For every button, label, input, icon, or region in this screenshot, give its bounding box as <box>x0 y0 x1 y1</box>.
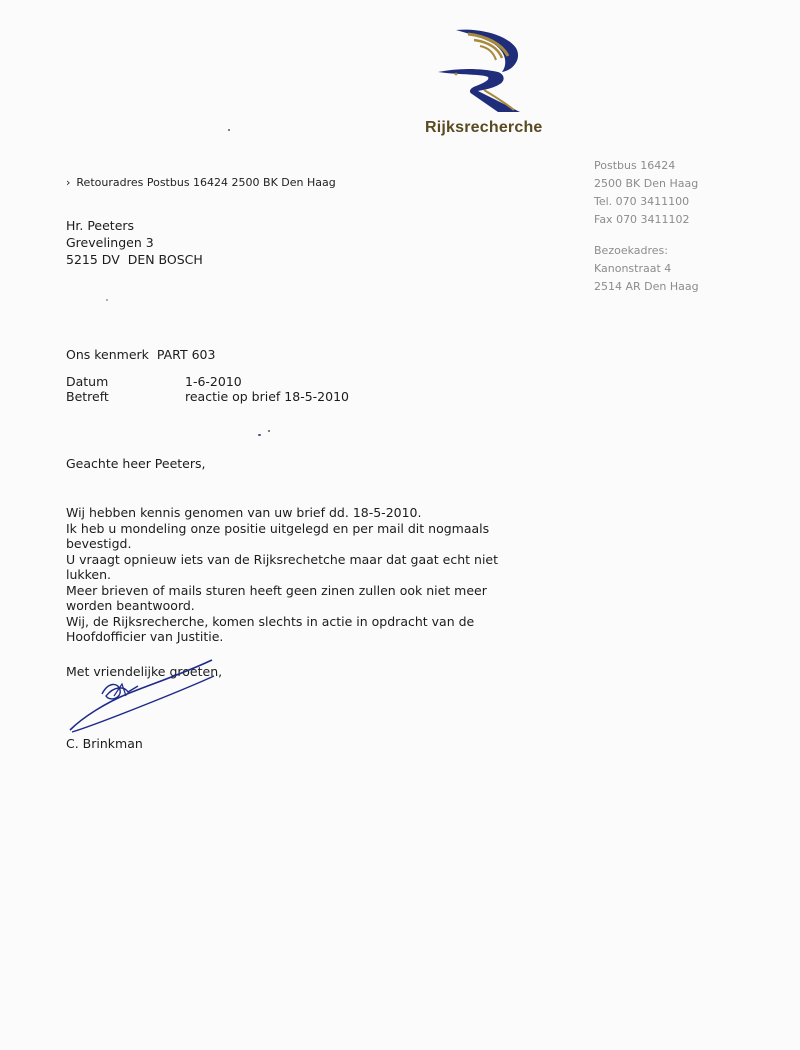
subject-value: reactie op brief 18-5-2010 <box>185 389 349 404</box>
sender-postbus: Postbus 16424 <box>594 159 676 172</box>
body-line: lukken. <box>66 567 112 582</box>
return-address <box>66 176 336 189</box>
salutation: Geachte heer Peeters, <box>66 456 206 471</box>
reference-label: Ons kenmerk <box>66 347 149 362</box>
chevron-right-icon: › <box>66 176 71 189</box>
scan-speck <box>268 430 270 432</box>
return-address-text: Retouradres Postbus 16424 2500 BK Den Haag <box>76 176 336 189</box>
body-line: worden beantwoord. <box>66 598 195 613</box>
sender-postcode: 2500 BK Den Haag <box>594 177 699 190</box>
body-line: U vraagt opnieuw iets van de Rijksrechetche maar dat gaat echt niet <box>66 551 499 567</box>
recipient-street: Grevelingen 3 <box>66 235 154 250</box>
subject-line <box>66 389 349 404</box>
reference-value: PART 603 <box>156 347 216 362</box>
closing: Met vriendelijke groeten, <box>66 664 223 679</box>
scan-speck <box>106 299 108 301</box>
signer-name: C. Brinkman <box>66 736 143 751</box>
body-line: Wij, de Rijksrecherche, komen slechts in actie in opdracht van de <box>66 613 475 629</box>
scan-speck <box>228 129 230 131</box>
sender-block <box>594 157 699 296</box>
sender-fax: Fax 070 3411102 <box>594 213 690 226</box>
scan-speck <box>258 434 261 436</box>
recipient-address <box>66 217 203 268</box>
visit-label: Bezoekadres: <box>594 244 668 257</box>
body-line: Hoofdofficier van Justitie. <box>66 629 224 644</box>
subject-label: Betreft <box>66 389 109 404</box>
organization-name: Rijksrecherche <box>425 119 543 136</box>
body-line: Wij hebben kennis genomen van uw brief dd. 18-5-2010. <box>66 505 422 520</box>
recipient-name: Hr. Peeters <box>66 218 135 233</box>
sender-tel: Tel. 070 3411100 <box>594 195 690 208</box>
body-line: bevestigd. <box>66 536 132 551</box>
visit-street: Kanonstraat 4 <box>594 262 672 275</box>
date-line <box>66 374 242 389</box>
body-line: Ik heb u mondeling onze positie uitgelegd en per mail dit nogmaals <box>66 520 490 536</box>
signature-icon <box>62 656 232 736</box>
reference-line <box>66 347 215 362</box>
recipient-city: 5215 DV DEN BOSCH <box>66 252 203 267</box>
date-value: 1-6-2010 <box>185 374 242 389</box>
body-line: Meer brieven of mails sturen heeft geen zinen zullen ook niet meer <box>66 582 487 598</box>
letter-body <box>66 505 498 645</box>
rijksrecherche-logo-icon <box>428 28 528 116</box>
date-label: Datum <box>66 374 109 389</box>
visit-city: 2514 AR Den Haag <box>594 280 699 293</box>
